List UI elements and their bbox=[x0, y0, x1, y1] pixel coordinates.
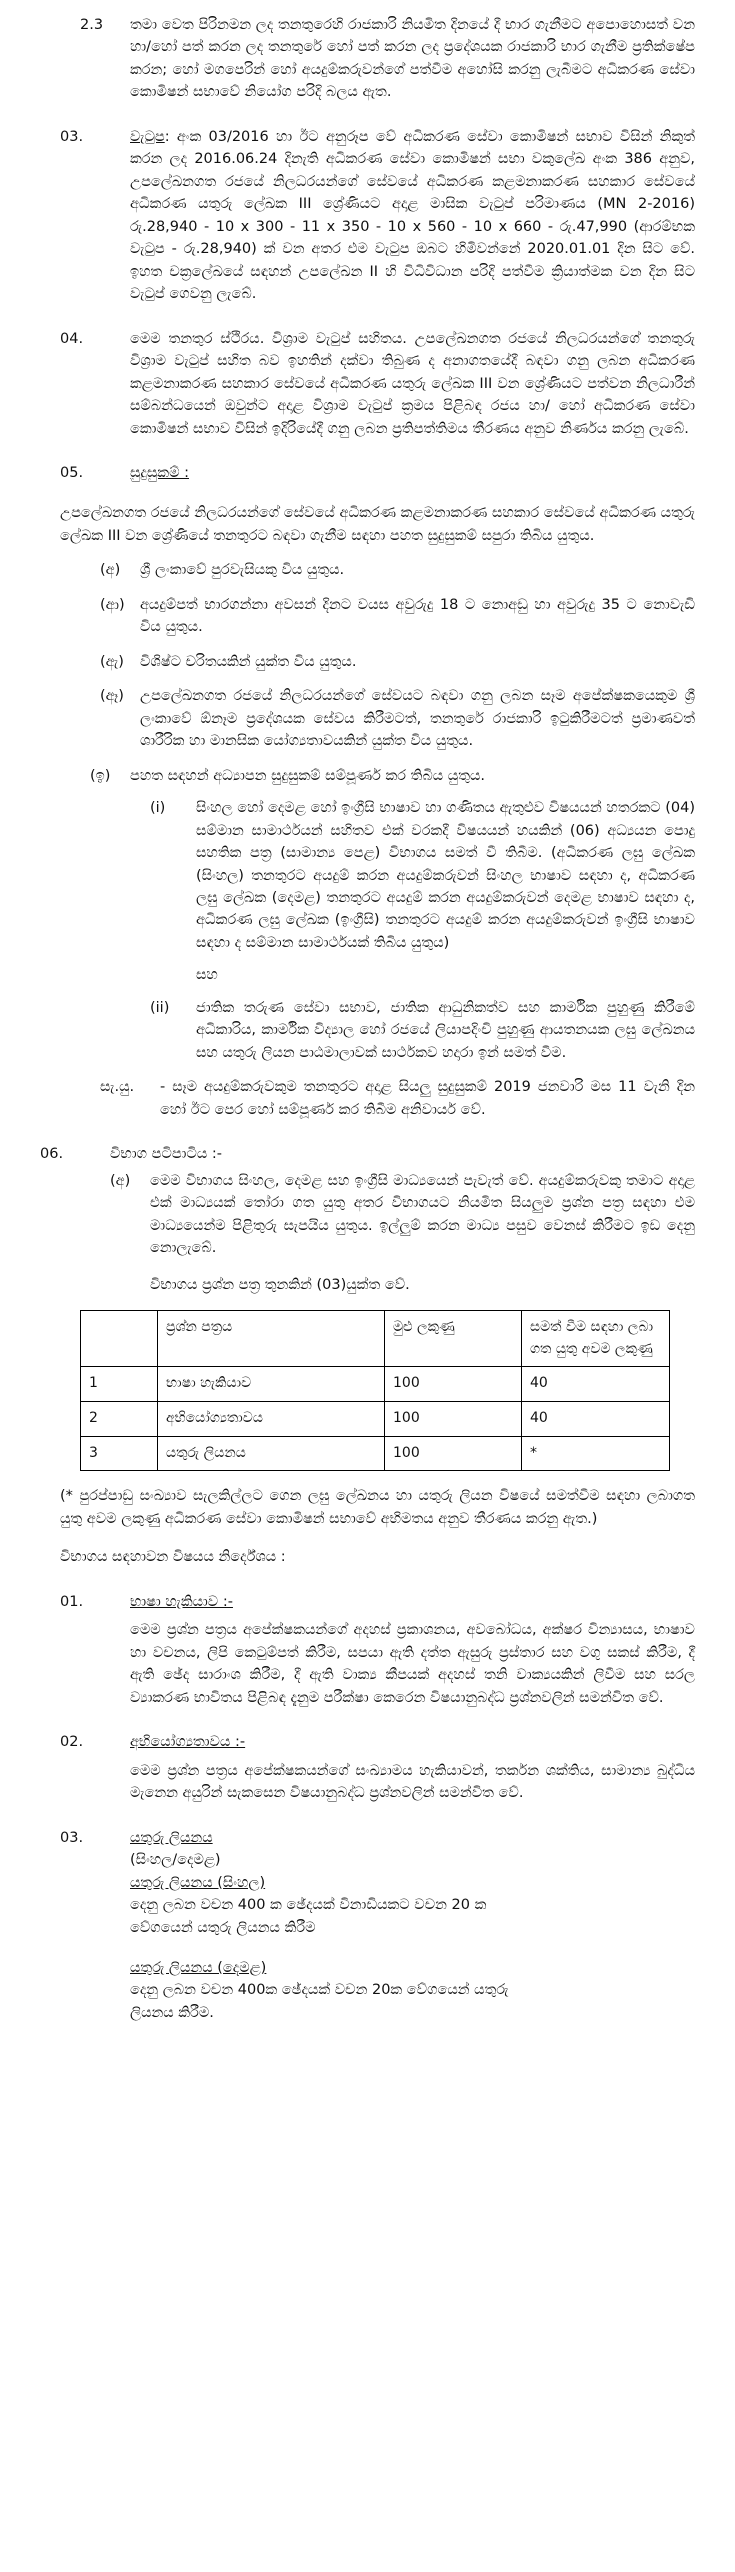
table-cell: 1 bbox=[81, 1367, 158, 1402]
syllabus-number: 01. bbox=[60, 1593, 84, 1610]
syllabus-item bbox=[60, 1591, 695, 1709]
table-cell: 40 bbox=[522, 1367, 670, 1402]
table-cell: 40 bbox=[522, 1402, 670, 1437]
and-connector: සහ bbox=[196, 967, 218, 984]
syllabus-title: අභියෝග්‍යතාවය :- bbox=[130, 1734, 246, 1751]
item-text: උපලේඛනගත රජයේ නිලධරයන්ගේ සේවයට බඳවා ගනු ලබන සෑම අපේක්ෂකයෙකුම ශ්‍රී ලංකාවේ ඕනෑම ප්‍රදේශයක සේවය කිරීමටත්, තනතුරේ රාජකාරි ඉටුකිරීමටත් ප්‍රමාණවත් ශාරීරික හා මානසික යෝග්‍යතාවයකින් යුක්ත විය යුතුය. bbox=[140, 688, 695, 750]
syllabus-body bbox=[130, 1827, 695, 2025]
syllabus-item bbox=[60, 1731, 695, 1804]
education-sub-list bbox=[150, 797, 695, 1064]
section-heading bbox=[130, 462, 695, 484]
qualifications-intro: උපලේඛනගත රජයේ නිලධරයන්ගේ සේවයේ අධිකරණ කළමනාකරණ සහකාර සේවයේ අධිකරණ යතුරු ලේඛක III වන ශ්‍රේණියේ තනතුරට බඳවා ගැනීම සඳහා පහත සුදුසුකම් සපුරා තිබිය යුතුය. bbox=[60, 505, 695, 544]
sub-item-label: (ii) bbox=[150, 999, 170, 1016]
table-header bbox=[81, 1311, 158, 1367]
qualification-item bbox=[100, 651, 695, 673]
syllabus-text: මෙම ප්‍රශ්න පත්‍රය අපේක්ෂකයන්ගේ සංඛ්‍යාමය හැකියාවන්, තර්කන ශක්තිය, සාමාන්‍ය බුද්ධිය මැනෙන අයුරින් සැකසෙන විෂයානුබද්ධ ප්‍රශ්නවලින් සමන්විත වේ. bbox=[130, 1762, 695, 1802]
table-row bbox=[81, 1402, 670, 1437]
item-text: ශ්‍රී ලංකාවේ පුරවැසියකු විය යුතුය. bbox=[140, 562, 345, 579]
table-cell: 100 bbox=[385, 1367, 522, 1402]
note-label: සැ.යු. bbox=[100, 1079, 135, 1096]
sub-item-text: ජාතික තරුණ සේවා සභාව, ජාතික ආධුනිකත්ව සහ කාර්මික පුහුණු කිරීමේ අධිකාරිය, කාර්මික විද්‍යාල හෝ රජයේ ලියාපදිංචි පුහුණු ආයතනයක ලඝු ලේඛනය සහ යතුරු ලියන පාඨමාලාවක් සාර්ථකව හදාරා ඉන් සමත් වීම. bbox=[196, 999, 695, 1061]
typing-line: යතුරු ලියනය (සිංහල) bbox=[130, 1874, 266, 1891]
table-cell: 2 bbox=[81, 1402, 158, 1437]
typing-line-spacer bbox=[130, 1939, 695, 1957]
table-header: මුළු ලකුණු bbox=[385, 1311, 522, 1367]
table-header: සමත් වීම සඳහා ලබා ගත යුතු අවම ලකුණු bbox=[522, 1311, 670, 1367]
qualification-item bbox=[90, 765, 695, 787]
item-label: (ඇ) bbox=[100, 653, 124, 670]
education-sub-item bbox=[150, 797, 695, 954]
qualification-item bbox=[100, 594, 695, 639]
section-number: 04. bbox=[60, 330, 84, 347]
typing-line: (සිංහල/දෙමළ) bbox=[130, 1852, 221, 1869]
syllabus-title: භාෂා හැකියාව :- bbox=[130, 1593, 233, 1610]
section-label: වැටුප bbox=[130, 128, 165, 145]
typing-line: දෙනු ලබන වචන 400 ක ඡේදයක් විනාඩියකට වචන 20 ක bbox=[130, 1897, 487, 1914]
table-intro: විභාගය ප්‍රශ්න පත්‍ර තුනකින් (03)යුක්ත වේ. bbox=[150, 1276, 410, 1293]
item-text: විශිෂ්ට චරිතයකින් යුක්ත විය යුතුය. bbox=[140, 653, 357, 670]
syllabus-number: 02. bbox=[60, 1734, 84, 1751]
note-text: - සෑම අයදුම්කරුවකුම තනතුරට අදාළ සියලු සුදුසුකම් 2019 ජනවාරි මස 11 වැනි දින හෝ ඊට පෙර හෝ සම්පූර්ණ කර තිබීම අනිවාර්ය වේ. bbox=[160, 1079, 695, 1118]
syllabus-number: 03. bbox=[60, 1829, 84, 1846]
table-header-row bbox=[81, 1311, 670, 1367]
section-text: තමා වෙත පිරිනමන ලද තනතුරෙහි රාජකාරි නියමිත දිනයේ දී භාර ගැනීමට අපොහොසත් වන හා/හෝ පත් කරන ලද තනතුරේ හෝ පත් කරන ලද ප්‍රදේශයක රාජකාරි භාර ගැනීම ප්‍රතික්ෂේප කරන; හෝ මගපෙරින් හෝ අයදුම්කරුවන්ගේ පත්වීම අහෝසි කරනු ලැබීමට අධිකරණ සේවා කොමිෂන් සභාවේ නියෝග පරිදි බලය ඇත. bbox=[130, 17, 695, 101]
qualification-note bbox=[100, 1076, 695, 1121]
section-06-exam bbox=[40, 1143, 695, 1165]
section-number: 03. bbox=[60, 128, 84, 145]
table-cell: * bbox=[522, 1436, 670, 1471]
qualifications-heading: සුදුසුකම් : bbox=[130, 464, 189, 481]
section-04-pension bbox=[60, 328, 695, 440]
section-2-3 bbox=[60, 14, 695, 104]
colon: : bbox=[164, 128, 177, 145]
section-05-qualifications bbox=[60, 462, 695, 484]
sub-item-label: (i) bbox=[150, 800, 166, 817]
item-text: අයදුම්පත් භාරගන්නා අවසන් දිනට වයස අවුරුදු 18 ට නොඅඩු හා අවුරුදු 35 ට නොවැඩි විය යුතුය. bbox=[140, 596, 695, 636]
qualification-item bbox=[100, 559, 695, 581]
typing-line: ලියනය කිරීම. bbox=[130, 2004, 214, 2021]
typing-line: දෙනු ලබන වචන 400ක ඡේදයක් වචන 20ක වේගයෙන් යතුරු bbox=[130, 1982, 509, 1999]
syllabus-text: මෙම ප්‍රශ්න පත්‍රය අපේක්ෂකයන්ගේ අදහස් ප්‍රකාශනය, අවබෝධය, අක්ෂර වින්‍යාසය, භාෂාව හා වචනය, ලිපි කෙටුම්පත් කිරීම, සපයා ඇති දත්ත ඇසුරු ප්‍රස්තාර සහ වගු සකස් කිරීම, දී ඇති ඡේද සාරාංශ කිරීම, දී ඇති වාක්‍ය කීපයක් අදහස් තනි වාක්‍යයකින් ලිවීම සහ සරල ව්‍යාකරණ භාවිතය පිළිබඳ දැනුම පරීක්ෂා කෙරෙන විෂයානුබද්ධ ප්‍රශ්නවලින් සමන්විත වේ. bbox=[130, 1622, 695, 1706]
section-text: මෙම තනතුර ස්ථිරය. විශ්‍රාම වැටුප් සහිතය. උපලේඛනගත රජයේ නිලධරයන්ගේ තනතුරු විශ්‍රාම වැටුප් සහිත බව ඉහතින් දක්වා තිබුණ ද අනාගතයේදී බඳවා ගනු ලබන අධිකරණ කළමනාකරණ සහකාර සේවයේ අධිකරණ යතුරු ලේඛක III වන ශ්‍රේණියට පත්වන නිලධාරීන් සම්බන්ධයෙන් ඔවුන්ට අදාළ විශ්‍රාම වැටුප් ක්‍රමය පිළිබඳ රජය හා/ හෝ අධිකරණ සේවා කොමිෂන් සභාව විසින් ඉදිරියේදී ගනු ලබන ප්‍රතිපත්තිමය තීරණය අනුව නිර්ණය කරනු ලැබේ. bbox=[130, 330, 695, 437]
syllabus-heading: විභාගය සඳහාවන විෂයය නිර්දේශය : bbox=[60, 1549, 286, 1566]
syllabus-body bbox=[130, 1591, 695, 1709]
table-cell: භාෂා හැකියාව bbox=[158, 1367, 385, 1402]
table-row bbox=[81, 1367, 670, 1402]
item-label: (අ) bbox=[100, 562, 121, 579]
education-qualifications bbox=[90, 765, 695, 1065]
item-label: (ඈ) bbox=[100, 688, 124, 705]
table-footnote: (* පුරප්පාඩු සංඛ්‍යාව සැලකිල්ලට ගෙන ලඝු ලේඛනය හා යතුරු ලියන විෂයේ සමත්වීම සඳහා ලබාගත යුතු අවම ලකුණු අධිකරණ සේවා කොමිෂන් සභාවේ අභිමතය අනුව තීරණය කරනු ඇත.) bbox=[60, 1488, 695, 1527]
section-number: 2.3 bbox=[80, 17, 104, 33]
item-text: මෙම විභාගය සිංහල, දෙමළ සහ ඉංග්‍රීසි මාධ්‍යයෙන් පැවැත් වේ. අයදුම්කරුවකු තමාට අදාළ එක් මාධ්‍යයක් තෝරා ගත යුතු අතර විභාගයට නියමිත සියලුම ප්‍රශ්න පත්‍ර සඳහා එම මාධ්‍යයෙන්ම පිළිතුරු සැපයිය යුතුය. ඉල්ලුම් කරන මාධ්‍ය පසුව වෙනස් කිරීමට ඉඩ දෙනු නොලැබේ. bbox=[150, 1172, 695, 1257]
table-cell: අභියෝග්‍යතාවය bbox=[158, 1402, 385, 1437]
table-cell: 100 bbox=[385, 1436, 522, 1471]
section-heading: විභාග පටිපාටිය :- bbox=[110, 1146, 222, 1163]
syllabus-item bbox=[60, 1827, 695, 2025]
typing-line: යතුරු ලියනය (දෙමළ) bbox=[130, 1959, 267, 1976]
item-label: (අ) bbox=[110, 1172, 131, 1189]
item-label: (ඉ) bbox=[90, 767, 111, 784]
table-header: ප්‍රශ්න පත්‍රය bbox=[158, 1311, 385, 1367]
item-text: පහත සඳහන් අධ්‍යාපන සුදුසුකම් සම්පූර්ණ කර තිබිය යුතුය. bbox=[130, 767, 486, 784]
typing-line: වේගයෙන් යතුරු ලියනය කිරීම bbox=[130, 1919, 316, 1936]
table-row bbox=[81, 1436, 670, 1471]
section-text: අංක 03/2016 හා ඊට අනුරූප වේ අධිකරණ සේවා කොමිෂන් සභාව විසින් නිකුත් කරන ලද 2016.06.24 දිනැති අධිකරණ සේවා කොමිෂන් සභා වකුලේඛ අංක 386 අනුව, උපලේඛනගත රජයේ නිලධරයන්ගේ සේවයේ අධිකරණ කළමනාකරණ සහකාර සේවයේ අධිකරණ යතුරු ලේඛක III ශ්‍රේණියට අදාළ මාසික වැටුප් පරිමාණය (MN 2-2016) රු.28,940 - 10 x 300 - 11 x 350 - 10 x 560 - 10 x 660 - රු.47,990 (ආරම්භක වැටුප - රු.28,940) ක් වන අතර එම වැටුප ඔබට හිමිවන්නේ 2020.01.01 දින සිට වේ. ඉහත චක්‍රලේඛයේ සඳහන් උපලේඛන II හි විධිවිධාන පරිදි පත්වීම ක්‍රියාත්මක වන දින සිට වැටුප් ගෙවනු ලැබේ. bbox=[130, 128, 696, 303]
section-number: 05. bbox=[60, 464, 84, 481]
section-body bbox=[130, 126, 695, 306]
section-03-salary bbox=[60, 126, 695, 306]
exam-papers-table bbox=[80, 1310, 670, 1471]
education-sub-item bbox=[150, 997, 695, 1064]
table-cell: 3 bbox=[81, 1436, 158, 1471]
table-cell: යතුරු ලියනය bbox=[158, 1436, 385, 1471]
section-number: 06. bbox=[40, 1146, 64, 1163]
syllabus-body bbox=[130, 1731, 695, 1804]
qualification-item bbox=[100, 685, 695, 752]
syllabus-title: යතුරු ලියනය bbox=[130, 1829, 213, 1846]
exam-medium bbox=[110, 1170, 695, 1260]
item-label: (ආ) bbox=[100, 596, 125, 613]
sub-item-text: සිංහල හෝ දෙමළ හෝ ඉංග්‍රීසි භාෂාව හා ගණිතය ඇතුළුව විෂයයන් හතරකට (04) සම්මාන සාමාර්ථයන් සහිතව එක් වරකදී විෂයයන් හයකින් (06) අධ්‍යයන පොදු සහතික පත්‍ර (සාමාන්‍ය පෙළ) විභාගය සමත් වී තිබීම. (අධිකරණ ලඝු ලේඛක (සිංහල) තනතුරට අයදුම් කරන අයදුම්කරුවන් සිංහල භාෂාව සඳහා ද, අධිකරණ ලඝු ලේඛක (දෙමළ) තනතුරට අයදුම් කරන අයදුම්කරුවන් දෙමළ භාෂාව සඳහා ද, අධිකරණ ලඝු ලේඛක (ඉංග්‍රීසි) තනතුරට අයදුම් කරන අයදුම්කරුවන් ඉංග්‍රීසි භාෂාව සඳහා ද සම්මාන සාමාර්ථයක් තිබිය යුතුය) bbox=[196, 800, 695, 951]
table-cell: 100 bbox=[385, 1402, 522, 1437]
qualifications-list bbox=[100, 559, 695, 752]
